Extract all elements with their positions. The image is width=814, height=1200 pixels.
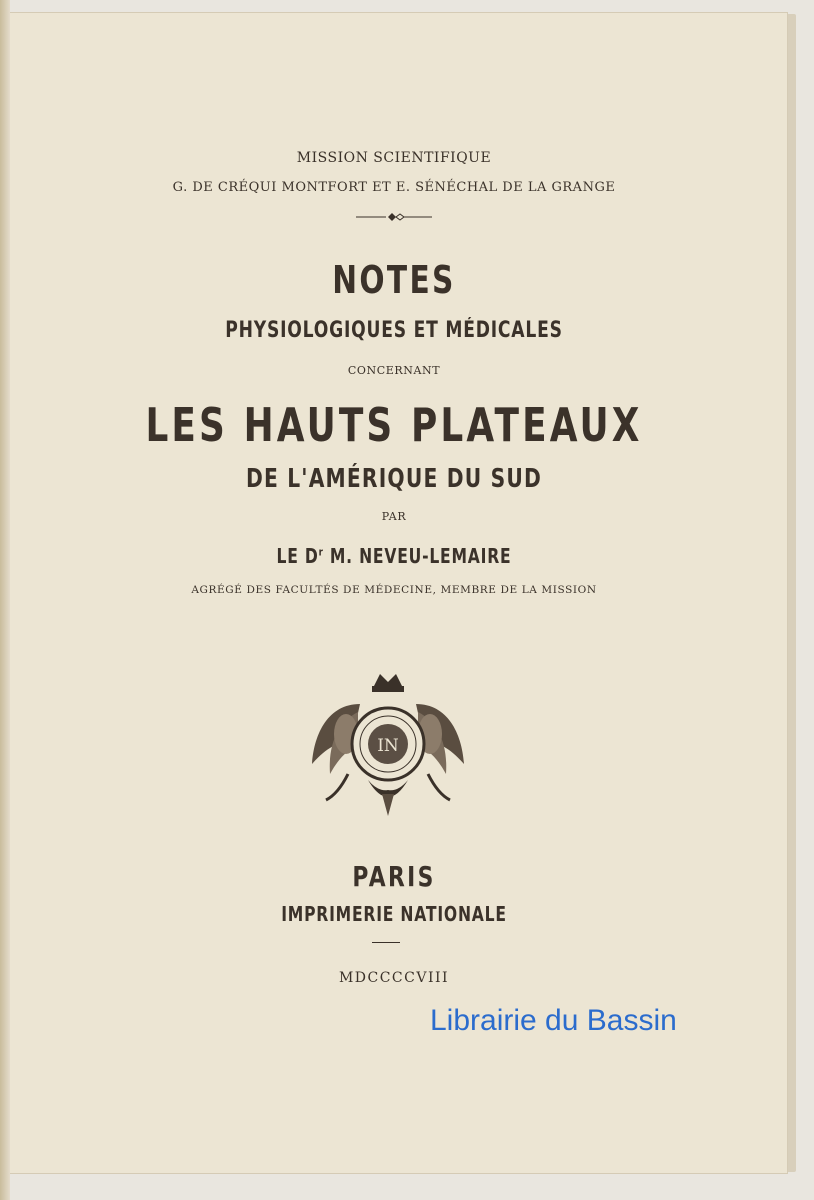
author-name: LE $D^r$ M. NEVEU-LEMAIRE — [276, 544, 512, 568]
page-spine-edge — [0, 0, 10, 1200]
mission-heading: MISSION SCIENTIFIQUE — [296, 150, 492, 166]
imprint-publisher: IMPRIMERIE NATIONALE — [281, 902, 507, 926]
imprimerie-nationale-seal-icon — [308, 664, 468, 824]
imprint-year: MDCCCCVIII — [338, 970, 450, 986]
svg-text:IN: IN — [377, 736, 399, 756]
mission-members: G. DE CRÉQUI MONTFORT ET E. SÉNÉCHAL DE LA GRANGE — [172, 180, 616, 195]
title-main: LES HAUTS PLATEAUX — [145, 398, 643, 452]
title-notes: NOTES — [332, 258, 456, 302]
ornament-icon — [354, 211, 434, 223]
title-page — [0, 12, 788, 1174]
bookseller-watermark: Librairie du Bassin — [430, 1004, 677, 1037]
ornament-divider — [0, 208, 788, 227]
title-subtitle: PHYSIOLOGIQUES ET MÉDICALES — [225, 318, 563, 343]
imprint-city: PARIS — [352, 860, 436, 893]
title-concernant: CONCERNANT — [347, 364, 441, 377]
title-region: DE L'AMÉRIQUE DU SUD — [245, 464, 543, 494]
author-par: PAR — [381, 510, 407, 523]
imprint-rule — [372, 942, 400, 943]
author-role: AGRÉGÉ DES FACULTÉS DE MÉDECINE, MEMBRE DE LA MISSION — [191, 584, 597, 596]
